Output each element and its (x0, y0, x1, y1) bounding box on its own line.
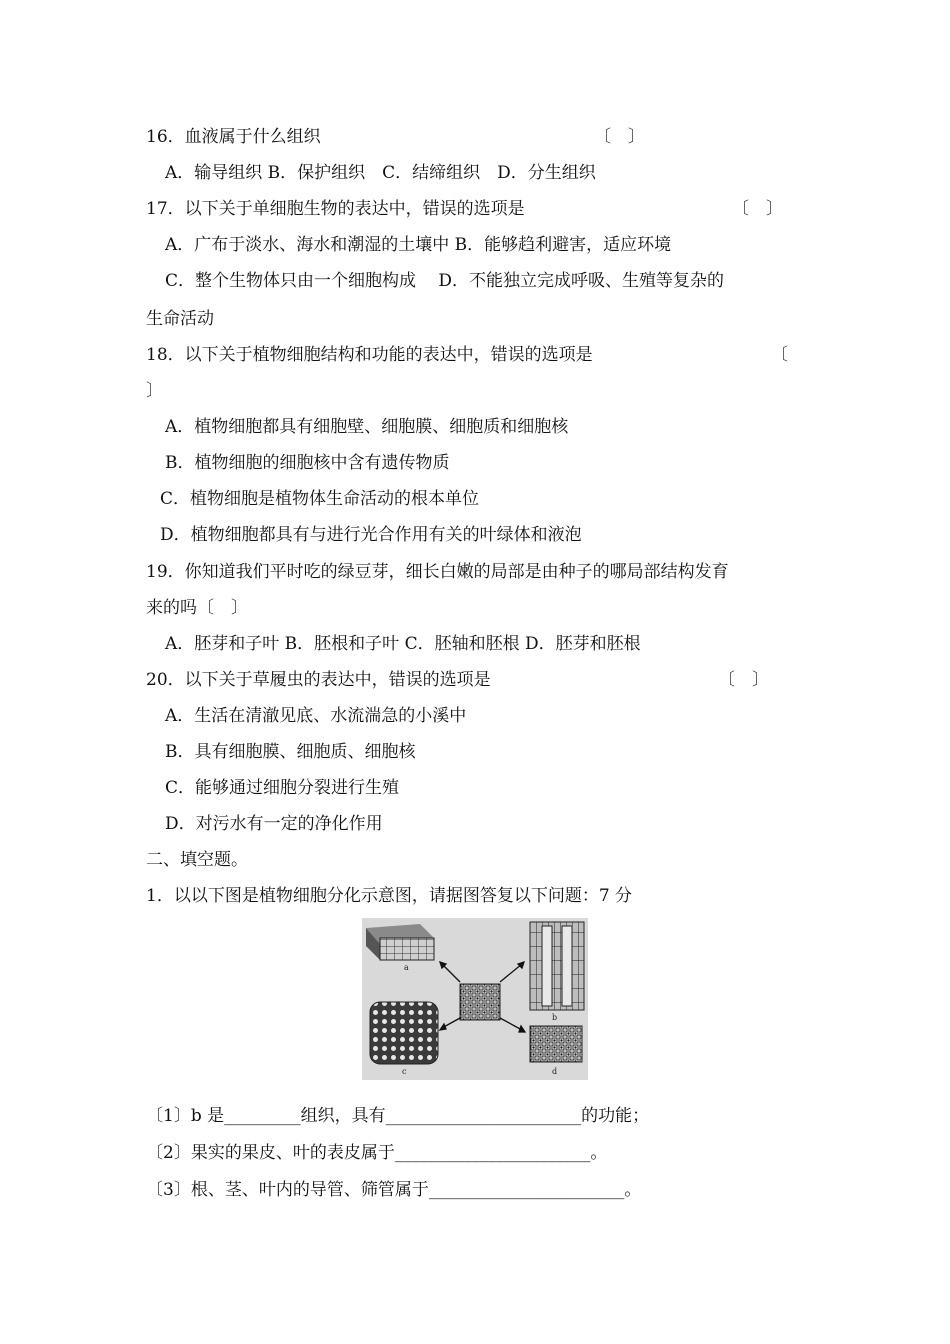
cell-differentiation-figure (362, 918, 588, 1080)
q18-option-c: C．植物细胞是植物体生命活动的根本单位 (160, 489, 480, 509)
fill-sub3: 〔3〕根、茎、叶内的导管、筛管属于_______________________。 (146, 1180, 642, 1200)
q20-option-b: B．具有细胞膜、细胞质、细胞核 (165, 742, 416, 762)
tissue-a-protective (366, 924, 434, 960)
tissue-d (530, 1026, 582, 1062)
q16-bracket: 〔 〕 (594, 127, 645, 147)
section-heading: 二、填空题。 (146, 850, 248, 870)
q17-options-cd: C．整个生物体只由一个细胞构成 D．不能独立完成呼吸、生殖等复杂的 (165, 271, 725, 291)
q19-options: A．胚芽和子叶 B．胚根和子叶 C．胚轴和胚根 D．胚芽和胚根 (165, 634, 641, 654)
q18-option-a: A．植物细胞都具有细胞壁、细胞膜、细胞质和细胞核 (165, 417, 569, 437)
figure-svg (362, 918, 588, 1080)
fill-q1-stem: 1．以以下图是植物细胞分化示意图，请据图答复以下问题：7 分 (146, 886, 633, 906)
q20-option-d: D．对污水有一定的净化作用 (165, 814, 383, 834)
q17-options-cont: 生命活动 (146, 309, 214, 329)
q20-stem: 20．以下关于草履虫的表达中，错误的选项是 (146, 670, 491, 690)
tissue-c-nutritive (370, 1002, 438, 1064)
tissue-b-conducting (530, 922, 584, 1010)
q18-bracket-close: 〕 (146, 381, 163, 401)
q19-stem: 19．你知道我们平时吃的绿豆芽，细长白嫩的局部是由种子的哪局部结构发育 (146, 562, 729, 582)
q17-bracket: 〔 〕 (732, 199, 783, 219)
q17-stem: 17．以下关于单细胞生物的表达中，错误的选项是 (146, 199, 525, 219)
fill-sub2: 〔2〕果实的果皮、叶的表皮属于_______________________。 (146, 1143, 608, 1163)
figure-label-b: b (552, 1013, 558, 1022)
q16-options: A．输导组织 B．保护组织 C．结缔组织 D．分生组织 (165, 163, 596, 183)
tissue-meristem-center (460, 984, 500, 1020)
q18-bracket-open: 〔 (771, 345, 788, 365)
q18-option-b: B．植物细胞的细胞核中含有遗传物质 (165, 453, 450, 473)
q17-options-ab: A．广布于淡水、海水和潮湿的土壤中 B．能够趋利避害，适应环境 (165, 235, 672, 255)
figure-label-d: d (552, 1067, 558, 1076)
q20-option-a: A．生活在清澈见底、水流湍急的小溪中 (165, 706, 467, 726)
fill-sub1: 〔1〕b 是_________组织，具有_______________________的功能； (146, 1106, 650, 1126)
figure-label-a: a (404, 963, 409, 972)
q18-option-d: D．植物细胞都具有与进行光合作用有关的叶绿体和液泡 (160, 525, 582, 545)
q18-stem: 18．以下关于植物细胞结构和功能的表达中，错误的选项是 (146, 345, 593, 365)
q20-option-c: C．能够通过细胞分裂进行生殖 (165, 778, 400, 798)
q19-stem-cont: 来的吗〔 〕 (146, 598, 248, 618)
q20-bracket: 〔 〕 (718, 670, 769, 690)
figure-label-c: c (402, 1067, 407, 1076)
q16-stem: 16．血液属于什么组织 (146, 127, 321, 147)
